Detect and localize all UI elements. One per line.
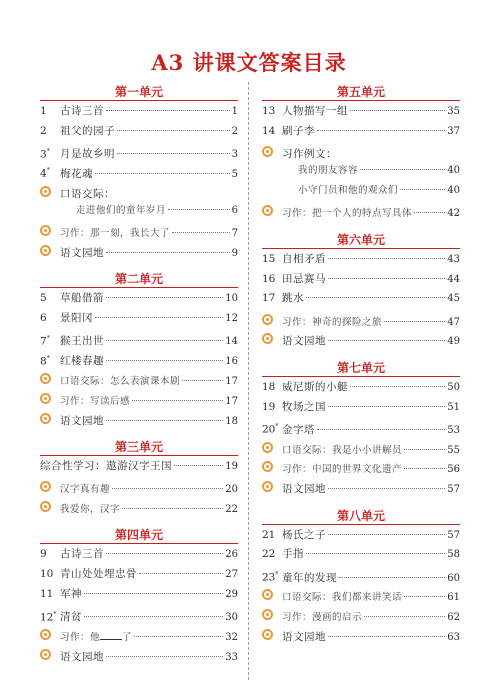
leader-dots xyxy=(328,488,445,489)
unit-3 xyxy=(40,438,238,516)
leader-dots xyxy=(106,656,223,657)
page-number: 30 xyxy=(225,612,238,624)
lesson-number: 3* xyxy=(40,147,50,161)
bullet-icon xyxy=(40,477,60,497)
entry-title: 猴王出世 xyxy=(60,335,104,348)
leader-dots xyxy=(317,130,445,131)
bullet-icon xyxy=(262,309,282,329)
lesson-number: 19 xyxy=(262,400,276,413)
entry-title: 习作：中国的世界文化遗产 xyxy=(282,464,403,476)
entry-title: 口语交际：我是小小讲解员 xyxy=(282,444,403,456)
page-number: 10 xyxy=(225,293,238,305)
leader-dots xyxy=(172,232,230,233)
lesson-number: 4* xyxy=(40,167,50,180)
toc-entry[interactable] xyxy=(40,585,238,605)
toc-entry[interactable] xyxy=(40,122,238,142)
column-divider xyxy=(248,82,249,680)
leader-dots xyxy=(168,209,230,210)
leader-dots xyxy=(182,380,223,381)
bullet-icon xyxy=(40,241,60,261)
leader-dots xyxy=(404,468,445,469)
lesson-number: 1 xyxy=(40,105,47,117)
optional-marker: * xyxy=(46,354,50,362)
toc-entry[interactable] xyxy=(262,545,460,565)
page-number: 6 xyxy=(231,204,238,216)
toc-entry[interactable] xyxy=(40,349,238,369)
bullet-icon xyxy=(40,408,60,428)
bullet-icon xyxy=(40,497,60,517)
optional-marker: * xyxy=(46,334,50,342)
toc-entry[interactable] xyxy=(262,585,460,605)
lesson-number: 15 xyxy=(262,252,276,265)
leader-dots xyxy=(106,340,223,341)
entry-title: 习作：写读后感 xyxy=(60,395,131,407)
unit-5 xyxy=(262,83,460,221)
lesson-number: 6 xyxy=(40,312,47,325)
toc-entry[interactable] xyxy=(40,161,238,181)
page-number: 17 xyxy=(225,395,238,407)
entry-title: 红楼春趣 xyxy=(60,355,104,368)
page-number: 55 xyxy=(447,444,460,456)
page-number: 2 xyxy=(231,125,238,137)
toc-entry[interactable] xyxy=(40,644,238,664)
toc-entry[interactable] xyxy=(262,289,460,309)
leader-dots xyxy=(306,297,445,298)
bullet-icon xyxy=(262,605,282,625)
toc-entry[interactable] xyxy=(262,201,460,221)
toc-entry[interactable] xyxy=(40,497,238,517)
lesson-number: 20* xyxy=(262,423,279,436)
toc-entry[interactable] xyxy=(40,408,238,428)
entry-title: 跳水 xyxy=(282,292,304,305)
leader-dots xyxy=(404,596,445,597)
entry-title: 汉字真有趣 xyxy=(60,484,111,496)
toc-entry[interactable] xyxy=(40,605,238,625)
lesson-number: 9 xyxy=(40,548,47,561)
entry-title: 自相矛盾 xyxy=(282,252,326,265)
toc-entry[interactable] xyxy=(40,457,238,477)
entry-title: 语文园地 xyxy=(282,630,326,643)
page-number: 42 xyxy=(447,208,460,220)
entry-title: 口语交际： xyxy=(60,187,115,200)
toc-entry[interactable] xyxy=(40,369,238,389)
entry-title: 习作：漫画的启示 xyxy=(282,612,363,624)
lesson-number: 12* xyxy=(40,610,57,624)
toc-entry[interactable] xyxy=(40,102,238,122)
lesson-number: 10 xyxy=(40,568,54,581)
toc-subentry[interactable] xyxy=(262,181,460,201)
page-number: 26 xyxy=(225,549,238,561)
page-number: 14 xyxy=(225,336,238,348)
page-number: 63 xyxy=(447,631,460,643)
unit-4 xyxy=(40,526,238,664)
optional-marker: * xyxy=(46,167,50,175)
page-number: 51 xyxy=(447,401,460,413)
leader-dots xyxy=(112,488,223,489)
lesson-number: 8* xyxy=(40,354,50,368)
page-number: 43 xyxy=(447,253,460,265)
entry-title: 古诗三首 xyxy=(60,548,104,561)
bullet-icon xyxy=(262,142,282,162)
lesson-number: 11 xyxy=(40,587,54,600)
unit-6 xyxy=(262,231,460,349)
unit-2 xyxy=(40,270,238,428)
page-number: 56 xyxy=(447,464,460,476)
page-number: 35 xyxy=(447,106,460,117)
leader-dots xyxy=(350,386,445,387)
page-number: 12 xyxy=(225,313,238,325)
page-number: 40 xyxy=(447,165,460,177)
toc-entry[interactable] xyxy=(262,102,460,122)
leader-dots xyxy=(106,252,230,253)
leader-dots xyxy=(106,553,223,554)
toc-entry[interactable] xyxy=(40,142,238,162)
unit-8 xyxy=(262,507,460,645)
bullet-icon xyxy=(262,457,282,477)
entry-title: 古诗三首 xyxy=(60,105,104,117)
lesson-number: 14 xyxy=(262,124,276,137)
leader-dots xyxy=(404,449,445,450)
page-number: 7 xyxy=(231,228,238,240)
entry-title: 语文园地 xyxy=(60,246,104,259)
toc-entry[interactable] xyxy=(40,477,238,497)
entry-title: 习作：把一个人的特点写具体 xyxy=(282,208,413,220)
entry-title: 威尼斯的小艇 xyxy=(282,380,348,393)
lesson-number: 22 xyxy=(262,548,276,561)
optional-marker: * xyxy=(275,423,279,431)
leader-dots xyxy=(139,573,223,574)
leader-dots xyxy=(134,636,223,637)
toc-entry[interactable] xyxy=(40,565,238,585)
bullet-icon xyxy=(262,585,282,605)
page-number: 29 xyxy=(225,588,238,600)
entry-title: 口语交际：我们都来讲笑话 xyxy=(282,592,403,604)
leader-dots xyxy=(364,616,445,617)
toc-entry[interactable] xyxy=(262,122,460,142)
lesson-number: 21 xyxy=(262,528,276,541)
leader-dots xyxy=(122,508,223,509)
toc-entry[interactable] xyxy=(40,625,238,645)
lesson-number: 13 xyxy=(262,105,276,117)
leader-dots xyxy=(84,616,223,617)
toc-entry[interactable] xyxy=(40,329,238,349)
entry-title: 我爱你，汉字 xyxy=(60,503,121,515)
entry-title: 草船借箭 xyxy=(60,292,104,305)
leader-dots xyxy=(106,297,223,298)
page-number: 33 xyxy=(225,651,238,663)
entry-title: 小守门员和他的观众们 xyxy=(298,185,399,197)
leader-dots xyxy=(328,636,445,637)
leader-dots xyxy=(328,340,445,341)
entry-title: 刷子李 xyxy=(282,124,315,137)
entry-title: 习作：那一刻，我长大了 xyxy=(60,228,171,240)
entry-title: 祖父的园子 xyxy=(60,124,115,137)
unit-heading: 第六单元 xyxy=(262,231,460,250)
bullet-icon xyxy=(40,625,60,645)
entry-title: 清贫 xyxy=(60,611,82,624)
leader-dots xyxy=(360,169,445,170)
entry-title: 综合性学习：遨游汉字王国 xyxy=(40,459,172,472)
entry-title: 金字塔 xyxy=(282,423,315,436)
page-number: 22 xyxy=(225,503,238,515)
lesson-number: 23* xyxy=(262,571,279,584)
entry-title: 手指 xyxy=(282,548,304,561)
page-number: 50 xyxy=(447,381,460,393)
entry-title: 习作：他 了 xyxy=(60,631,133,643)
entry-title: 口语交际：怎么表演课本剧 xyxy=(60,375,181,387)
page-number: 58 xyxy=(447,549,460,561)
page-number: 9 xyxy=(231,247,238,259)
unit-heading: 第一单元 xyxy=(40,83,238,102)
leader-dots xyxy=(328,534,445,535)
entry-title: 语文园地 xyxy=(60,650,104,663)
toc-entry[interactable] xyxy=(262,457,460,477)
page-number: 17 xyxy=(225,375,238,387)
toc-entry[interactable] xyxy=(40,545,238,565)
entry-title: 青山处处埋忠骨 xyxy=(60,568,137,581)
page-number: 16 xyxy=(225,356,238,368)
bullet-icon xyxy=(40,369,60,389)
page-number: 5 xyxy=(231,168,238,180)
page-number: 45 xyxy=(447,293,460,305)
toc-entry[interactable] xyxy=(262,565,460,585)
leader-dots xyxy=(106,420,223,421)
unit-heading: 第三单元 xyxy=(40,438,238,457)
toc-entry[interactable] xyxy=(262,270,460,290)
leader-dots xyxy=(328,278,445,279)
page-number: 3 xyxy=(231,149,238,161)
page-number: 27 xyxy=(225,569,238,581)
toc-entry[interactable] xyxy=(40,181,238,201)
unit-heading: 第八单元 xyxy=(262,507,460,526)
unit-heading: 第二单元 xyxy=(40,270,238,289)
page-number: 37 xyxy=(447,125,460,137)
entry-title: 军神 xyxy=(60,587,82,600)
leader-dots xyxy=(117,130,230,131)
page-number: 49 xyxy=(447,336,460,348)
toc-entry[interactable] xyxy=(262,398,460,418)
page-number: 19 xyxy=(225,460,238,472)
leader-dots xyxy=(384,321,445,322)
leader-dots xyxy=(328,406,445,407)
toc-entry[interactable] xyxy=(262,250,460,270)
leader-dots xyxy=(117,153,230,154)
page-number: 57 xyxy=(447,529,460,541)
fill-in-blank xyxy=(100,630,122,640)
page-number: 44 xyxy=(447,273,460,285)
toc-entry[interactable] xyxy=(40,221,238,241)
leader-dots xyxy=(317,429,445,430)
lesson-number: 17 xyxy=(262,292,276,305)
leader-dots xyxy=(95,317,223,318)
leader-dots xyxy=(350,110,445,111)
leader-dots xyxy=(174,465,223,466)
optional-marker: * xyxy=(275,571,279,579)
page-number: 32 xyxy=(225,631,238,643)
leader-dots xyxy=(84,593,223,594)
entry-title: 景阳冈 xyxy=(60,312,93,325)
entry-title: 人物描写一组 xyxy=(282,105,348,117)
bullet-icon xyxy=(40,181,60,201)
entry-title: 田忌赛马 xyxy=(282,272,326,285)
leader-dots xyxy=(106,110,230,111)
leader-dots xyxy=(414,212,445,213)
page-number: 20 xyxy=(225,484,238,496)
page-number: 47 xyxy=(447,316,460,328)
page-number: 53 xyxy=(447,424,460,436)
toc-entry[interactable] xyxy=(262,309,460,329)
entry-title: 我的朋友容容 xyxy=(298,165,359,177)
leader-dots xyxy=(328,258,445,259)
page-number: 18 xyxy=(225,415,238,427)
toc-entry[interactable] xyxy=(262,526,460,546)
toc-entry[interactable] xyxy=(262,417,460,437)
page-number: 62 xyxy=(447,612,460,624)
entry-title: 童年的发现 xyxy=(282,571,337,584)
bullet-icon xyxy=(262,437,282,457)
unit-1 xyxy=(40,83,238,260)
unit-7 xyxy=(262,359,460,497)
toc-entry[interactable] xyxy=(40,289,238,309)
toc-entry[interactable] xyxy=(262,378,460,398)
toc-right-column xyxy=(262,83,460,654)
page-number: 40 xyxy=(447,185,460,197)
bullet-icon xyxy=(262,329,282,349)
unit-heading: 第五单元 xyxy=(262,83,460,102)
bullet-icon xyxy=(262,477,282,497)
entry-title: 习作：神奇的探险之旅 xyxy=(282,316,383,328)
leader-dots xyxy=(132,400,223,401)
lesson-number: 7* xyxy=(40,334,50,348)
toc-left-column xyxy=(40,83,238,674)
leader-dots xyxy=(95,173,230,174)
lesson-number: 2 xyxy=(40,124,47,137)
unit-heading: 第四单元 xyxy=(40,526,238,545)
page-number: 60 xyxy=(447,572,460,584)
page-number: 1 xyxy=(231,106,238,117)
bullet-icon xyxy=(262,201,282,221)
entry-title: 月是故乡明 xyxy=(60,148,115,161)
toc-entry[interactable] xyxy=(40,309,238,329)
optional-marker: * xyxy=(46,147,50,155)
entry-title: 语文园地 xyxy=(282,483,326,496)
entry-title: 走进他们的童年岁月 xyxy=(76,204,167,216)
lesson-number: 18 xyxy=(262,380,276,393)
bullet-icon xyxy=(262,625,282,645)
entry-title: 习作例文： xyxy=(282,147,337,160)
page-number: 61 xyxy=(447,592,460,604)
lesson-number: 5 xyxy=(40,292,47,305)
lesson-number: 16 xyxy=(262,272,276,285)
bullet-icon xyxy=(40,388,60,408)
bullet-icon xyxy=(40,644,60,664)
entry-title: 梅花魂 xyxy=(60,167,93,180)
page-title: A3 讲课文答案目录 xyxy=(151,50,347,75)
leader-dots xyxy=(400,189,445,190)
entry-title: 杨氏之子 xyxy=(282,528,326,541)
toc-entry[interactable] xyxy=(262,142,460,162)
leader-dots xyxy=(106,360,223,361)
optional-marker: * xyxy=(53,610,57,618)
entry-title: 语文园地 xyxy=(282,335,326,348)
entry-title: 牧场之国 xyxy=(282,400,326,413)
unit-heading: 第七单元 xyxy=(262,359,460,378)
entry-title: 语文园地 xyxy=(60,414,104,427)
toc-entry[interactable] xyxy=(262,605,460,625)
leader-dots xyxy=(339,577,445,578)
leader-dots xyxy=(306,553,445,554)
page-number: 57 xyxy=(447,484,460,496)
bullet-icon xyxy=(40,221,60,241)
toc-entry[interactable] xyxy=(262,437,460,457)
